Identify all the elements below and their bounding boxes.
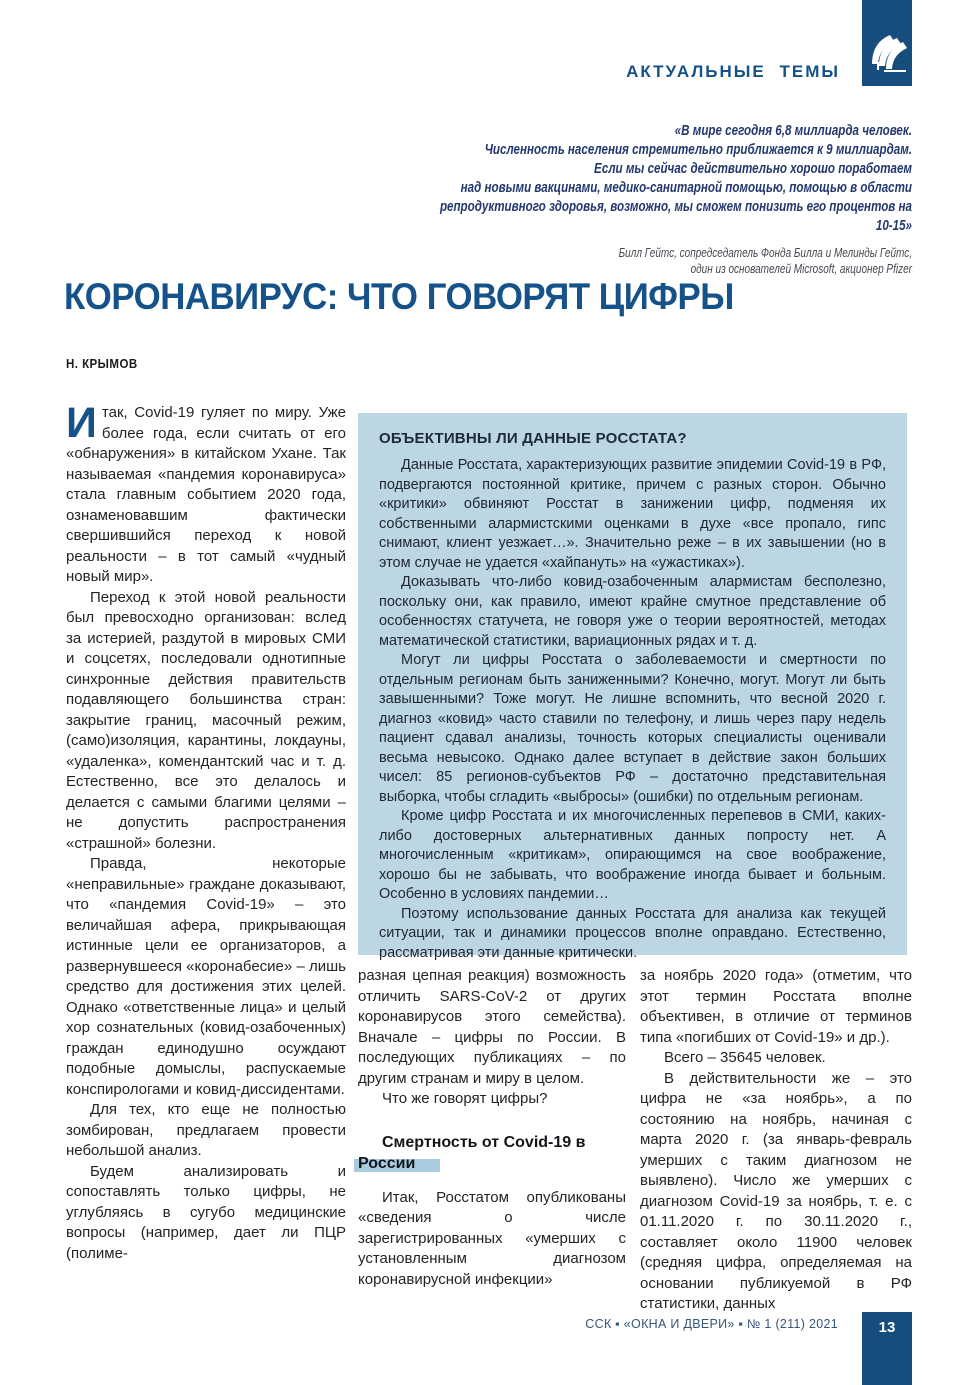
pages-swoosh-icon: [862, 0, 912, 86]
quote-line: над новыми вакцинами, медико-санитарной помощью, помощью в области: [460, 180, 912, 196]
paragraph: Что же говорят цифры?: [382, 1090, 548, 1107]
paragraph: Для тех, кто еще не полностью зомбирован, предлагаем провести небольшой анализ.: [66, 1101, 346, 1159]
text-column-1: [66, 399, 346, 1264]
paragraph: разная цепная реакция) возможность отличить SARS-CoV-2 от других коронавирусов этого семейства). Вначале – цифры по России. В последующих публикациях – по другим странам и миру в целом.: [358, 967, 626, 1087]
page-number-bar: [862, 1312, 912, 1385]
quote-line: Если мы сейчас действительно хорошо поработаем: [594, 161, 912, 177]
subheading-text: Смертность от Covid-19 в России: [358, 1133, 586, 1172]
attribution-line: Билл Гейтс, сопредседатель Фонда Билла и Мелинды Гейтс,: [618, 246, 912, 260]
paragraph: [66, 399, 346, 588]
article-title: КОРОНАВИРУС: ЧТО ГОВОРЯТ ЦИФРЫ: [64, 276, 734, 317]
article-author: Н. КРЫМОВ: [66, 357, 138, 371]
paragraph: Всего – 35645 человек.: [664, 1049, 826, 1066]
publisher-logo: [862, 0, 912, 86]
quote-line: «В мире сегодня 6,8 миллиарда человек.: [674, 123, 912, 139]
paragraph: Кроме цифр Росстата и их многочисленных перепевов в СМИ, каких-либо достоверных альтернативных данных попросту нет. А многочисленным «критикам», опирающимся на свое воображение, хорошо бы не забывать, что воображение иногда бывает и больным. Особенно в условиях пандемии…: [379, 808, 886, 902]
paragraph: Доказывать что-либо ковид-озабоченным алармистам бесполезно, поскольку они, как правило, имеют крайне смутное представление об особенностях статучета, не говоря уже о теории вероятностей, методах математической статистики, вариационных рядах и т. д.: [379, 574, 886, 649]
journal-footer-line: ССК ▪ «ОКНА И ДВЕРИ» ▪ № 1 (211) 2021: [585, 1317, 838, 1331]
page-number: 13: [878, 1319, 896, 1336]
paragraph: Итак, Росстатом опубликованы «сведения о числе зарегистрированных «умерших с установленным диагнозом коронавирусной инфекции»: [358, 1188, 626, 1288]
paragraph: В действительности же – это цифра не «за ноябрь», а по состоянию на ноябрь, начиная с марта 2020 г. (за январь-февраль умерших с таким диагнозом не выявлено). Число же умерших с диагнозом Covid-19 за ноябрь, т. е. с 01.11.2020 г. по 30.11.2020 г., составляет около 11900 человек (средняя цифра, определяемая на основании публикуемой в РФ статистики, данных: [640, 1069, 912, 1312]
paragraph: Переход к этой новой реальности был превосходно организован: вслед за истерией, раздутой в мировых СМИ и соцсетях, последовали однотипные синхронные действия правительств подавляющего большинства стран: закрытие границ, масочный режим, (само)изоляция, карантины, локдауны, «удаленка», комендантский час и т. д. Естественно, все это делалось и делается с самыми благими целями – не допустить распространения «страшной» болезни.: [66, 588, 346, 852]
section-label: АКТУАЛЬНЫЕ ТЕМЫ: [626, 62, 840, 81]
sidebar-box: [358, 413, 907, 961]
attribution-line: один из основателей Microsoft, акционер Pfizer: [690, 262, 912, 276]
paragraph: Данные Росстата, характеризующих развитие эпидемии Covid-19 в РФ, подвергаются постоянной критике, причем с разных сторон. Обычно «критики» обвиняют Росстат в занижении цифр, подменяя их собственными алармистскими оценками в духе «все пропало, гипс снимают, клиент уезжает…». Значительно реже – в их завышении (но в этом случае не удается «хайпануть» на «ужастиках»).: [379, 457, 886, 571]
subheading-mortality: [358, 1132, 626, 1174]
paragraph: Поэтому использование данных Росстата для анализа как текущей ситуации, так и динамики процессов вполне оправдано. Естественно, рассматривая эти данные критически.: [379, 905, 886, 961]
drop-cap: И: [66, 399, 97, 447]
quote-line: репродуктивного здоровья, возможно, мы сможем понизить его процентов на 10-15»: [439, 199, 912, 234]
paragraph: Могут ли цифры Росстата о заболеваемости и смертности по отдельным регионам быть заниженными? Конечно, могут. Могут ли быть завышенными? Тоже могут. Не лишне вспомнить, что весной 2020 г. диагноз «ковид» часто ставили по телефону, и лишь через пару недель пациент сдавал анализы, точность которых специалисты оценивали весьма невысоко. Однако далее вступает в действие закон больших чисел: 85 регионов-субъектов РФ – достаточно представительная выборка, чтобы сгладить «выбросы» (ошибки) по отдельным регионам.: [379, 652, 886, 805]
text-column-3: [640, 966, 912, 1315]
sidebar-box-heading: ОБЪЕКТИВНЫ ЛИ ДАННЫЕ РОССТАТА?: [379, 430, 687, 447]
sidebar-box-body: [379, 456, 886, 963]
paragraph: Правда, некоторые «неправильные» граждане доказывают, что «пандемия Covid-19» – это величайшая афера, прикрывающая истинные цели ее организаторов, а развернувшееся «коронабесие» – лишь средство для достижения этих целей. Однако «ответственные лица» и целый хор сознательных (ковид-озабоченных) граждан единодушно осуждают подобные домыслы, распускаемые конспирологами и ковид-диссидентами.: [66, 855, 346, 1098]
text-column-2: [358, 966, 626, 1290]
paragraph-text: так, Covid-19 гуляет по миру. Уже более года, если считать от его «обнаружения» в китайском Ухане. Так называемая «пандемия коронавируса» стала главным событием 2020 года, ознаменовавшим фактически свершившийся переход к новой реальности – в тот самый «чудный новый мир».: [66, 404, 346, 585]
epigraph-quote: [432, 122, 912, 277]
quote-attribution: [432, 245, 912, 277]
paragraph: за ноябрь 2020 года» (отметим, что этот термин Росстата вполне объективен, в отличие от терминов типа «погибших от Covid-19» и др.).: [640, 967, 912, 1046]
paragraph: Будем анализировать и сопоставлять только цифры, не углубляясь в сугубо медицинские вопросы (например, дает ли ПЦР (полиме-: [66, 1162, 346, 1262]
quote-line: Численность населения стремительно приближается к 9 миллиардам.: [484, 142, 912, 158]
